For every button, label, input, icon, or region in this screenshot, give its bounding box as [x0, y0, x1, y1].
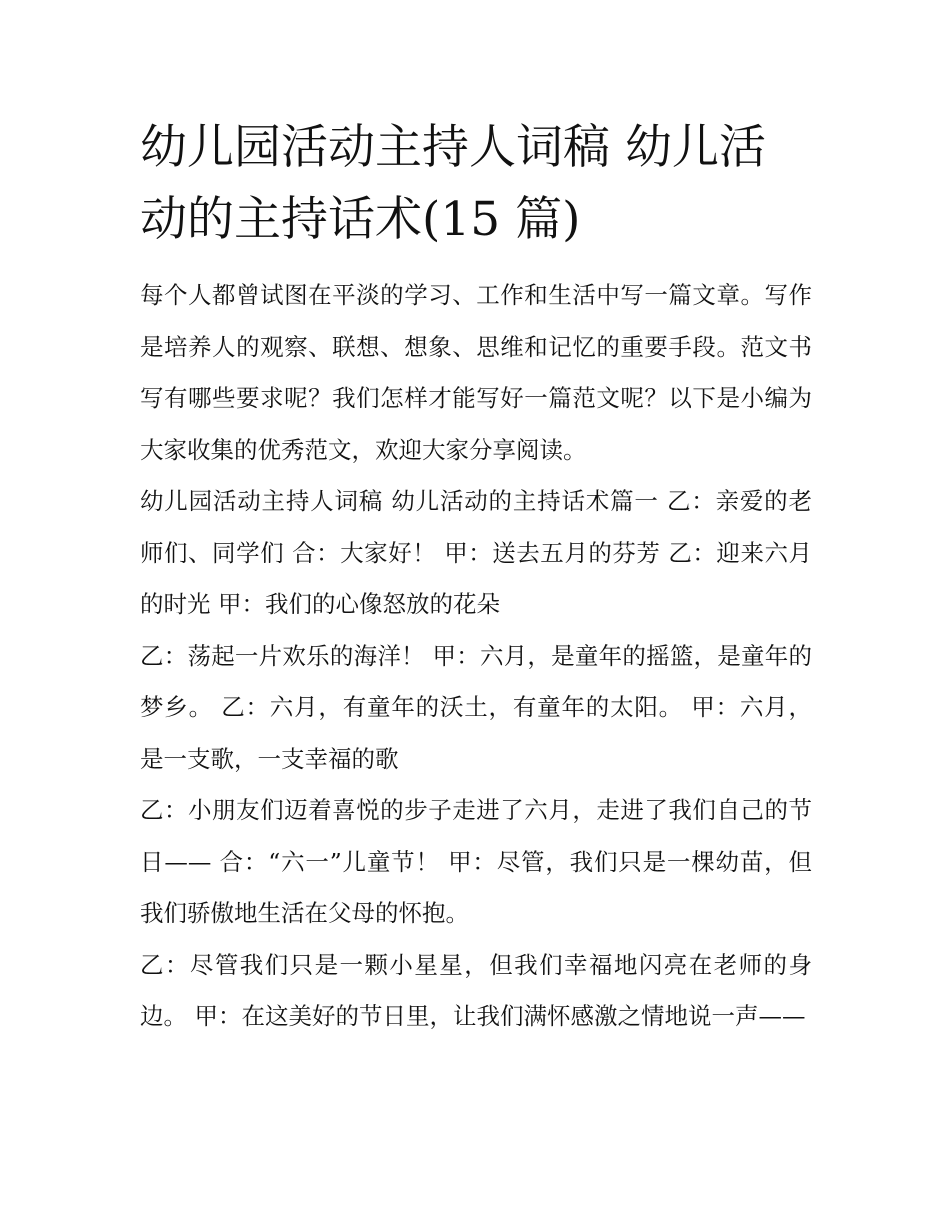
paragraph-gratitude-dialogue: 乙：尽管我们只是一颗小星星，但我们幸福地闪亮在老师的身边。 甲：在这美好的节日里，让我们满怀感激之情地说一声——	[140, 950, 812, 1030]
paragraph-intro: 每个人都曾试图在平淡的学习、工作和生活中写一篇文章。写作是培养人的观察、联想、想象、思维和记忆的重要手段。范文书写有哪些要求呢？我们怎样才能写好一篇范文呢？以下是小编为大家收集的优秀范文，欢迎大家分享阅读。	[140, 281, 812, 464]
document-title: 幼儿园活动主持人词稿 幼儿活动的主持话术(15 篇)	[140, 120, 766, 247]
paragraph-childrens-day-dialogue: 乙：小朋友们迈着喜悦的步子走进了六月，走进了我们自己的节日—— 合：“六一”儿童节！ 甲：尽管，我们只是一棵幼苗，但我们骄傲地生活在父母的怀抱。	[140, 796, 812, 927]
paragraph-june-dialogue: 乙：荡起一片欢乐的海洋！ 甲：六月，是童年的摇篮，是童年的梦乡。 乙：六月，有童年的沃土，有童年的太阳。 甲：六月，是一支歌，一支幸福的歌	[140, 641, 812, 773]
document-body	[140, 112, 812, 1043]
paragraph-opening-dialogue: 幼儿园活动主持人词稿 幼儿活动的主持话术篇一 乙：亲爱的老师们、同学们 合：大家好！ 甲：送去五月的芬芳 乙：迎来六月的时光 甲：我们的心像怒放的花朵	[140, 487, 812, 618]
